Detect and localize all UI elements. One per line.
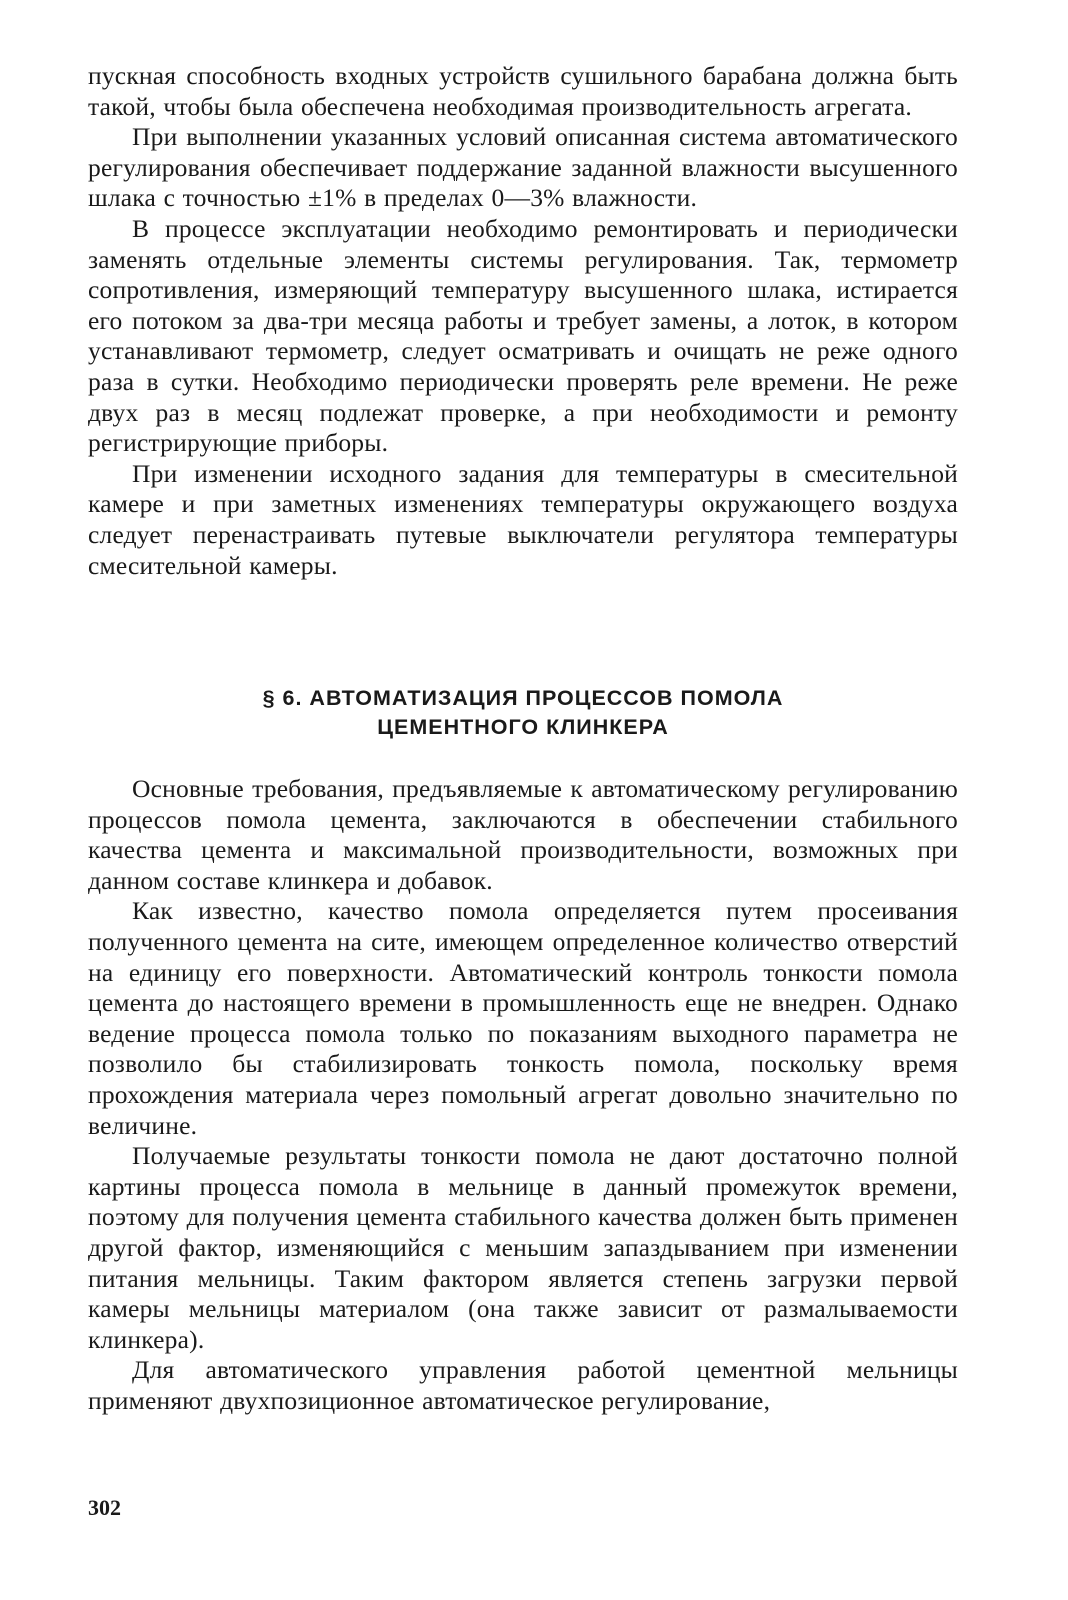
- text-block-top: [88, 61, 958, 581]
- paragraph-loading-factor: Получаемые результаты тонкости помола не дают достаточно полной картины процесса помола в мельнице в данный промежуток времени, поэтому для получения цемента стабильного качества должен быть применен другой фактор, изменяющийся с меньшим запаздыванием при изменении питания мельницы. Таким фактором является степень загрузки первой камеры мельницы материалом (она также зависит от размалываемости клинкера).: [88, 1141, 958, 1354]
- section-heading: [88, 684, 958, 742]
- paragraph-readjustment: При изменении исходного задания для температуры в смесительной камере и при заметных изменениях температуры окружающего воздуха следует перенастраивать путевые выключатели регулятора температуры смесительной камеры.: [88, 458, 958, 580]
- paragraph-continuation: пускная способность входных устройств сушильного барабана должна быть такой, чтобы была обеспечена необходимая производительность агрегата.: [88, 61, 958, 121]
- paragraph-two-position-control: Для автоматического управления работой цементной мельницы применяют двухпозиционное автоматическое регулирование,: [88, 1355, 958, 1415]
- page-number: 302: [88, 1495, 121, 1520]
- paragraph-maintenance: В процессе эксплуатации необходимо ремонтировать и периодически заменять отдельные элементы системы регулирования. Так, термометр сопротивления, измеряющий температуру высушенного шлака, истирается его потоком за два-три месяца работы и требует замены, а лоток, в котором устанавливают термометр, следует осматривать и очищать не реже одного раза в сутки. Необходимо периодически проверять реле времени. Не реже двух раз в месяц подлежат проверке, а при необходимости и ремонту регистрирующие приборы.: [88, 213, 958, 458]
- paragraph-accuracy: При выполнении указанных условий описанная система автоматического регулирования обеспечивает поддержание заданной влажности высушенного шлака с точностью ±1% в пределах 0—3% влажности.: [88, 122, 958, 213]
- section-heading-line-2: ЦЕМЕНТНОГО КЛИНКЕРА: [377, 715, 669, 739]
- text-block-bottom: [88, 774, 958, 1416]
- section-heading-line-1: § 6. АВТОМАТИЗАЦИЯ ПРОЦЕССОВ ПОМОЛА: [262, 686, 784, 710]
- paragraph-grinding-quality: Как известно, качество помола определяется путем просеивания полученного цемента на сите, имеющем определенное количество отверстий на единицу его поверхности. Автоматический контроль тонкости помола цемента до настоящего времени в промышленность еще не внедрен. Однако ведение процесса помола только по показаниям выходного параметра не позволило бы стабилизировать тонкость помола, поскольку время прохождения материала через помольный агрегат довольно значительно по величине.: [88, 896, 958, 1140]
- paragraph-requirements: Основные требования, предъявляемые к автоматическому регулированию процессов помола цемента, заключаются в обеспечении стабильного качества цемента и максимальной производительности, возможных при данном составе клинкера и добавок.: [88, 774, 958, 895]
